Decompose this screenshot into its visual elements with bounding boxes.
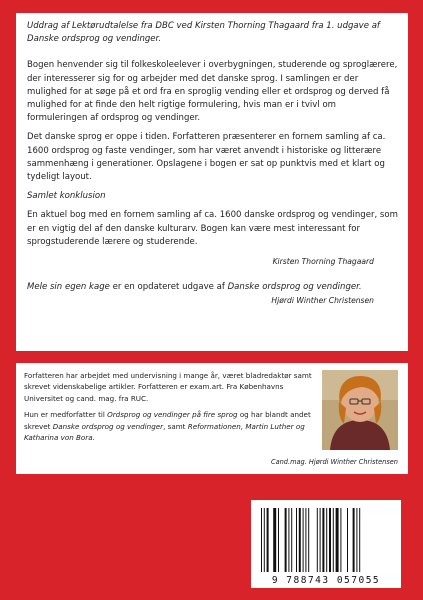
update-original-title: Danske ordsprog og vendinger. bbox=[227, 282, 362, 293]
review-panel bbox=[16, 13, 408, 351]
author-bio-2 bbox=[24, 409, 314, 443]
author-photo bbox=[322, 370, 398, 450]
bio-book-3: Reformationen, Martin Luther og Katharina von Bora. bbox=[24, 421, 305, 443]
barcode bbox=[251, 500, 401, 588]
update-note bbox=[27, 281, 398, 294]
bio-text: Hun er medforfatter til bbox=[24, 410, 108, 420]
reviewer-signature: Kirsten Thorning Thagaard bbox=[272, 257, 374, 267]
review-paragraph-2: Det danske sprog er oppe i tiden. Forfatteren præsenterer en fornem samling af ca. 1600 ordsprog og faste vendinger, som har været anvendt i historiske og litterære sammenhæng i generationer. Opslagene i bogen er sat op punktvis med et klart og tydeligt layout. bbox=[27, 132, 386, 183]
update-signature: Hjørdi Winther Christensen bbox=[271, 296, 374, 306]
author-bio-1: Forfatteren har arbejdet med undervisning i mange år, været bladredaktør samt skrevet videnskabelige artikler. Forfatteren er exam.art. Fra Københavns Universitet og cand. mag. fra RUC. bbox=[24, 371, 312, 403]
photo-caption: Cand.mag. Hjørdi Winther Christensen bbox=[270, 457, 398, 466]
review-paragraph-3: En aktuel bog med en fornem samling af ca. 1600 danske ordsprog og vendinger, som er en vigtig del af den danske kulturarv. Bogen kan være mest interessant for sprogstuderende lærere og studerende. bbox=[27, 210, 398, 247]
update-book-title: Mele sin egen kage bbox=[27, 282, 110, 293]
review-paragraph-1: Bogen henvender sig til folkeskoleelever i overbygningen, studerende og sproglærere, der interesserer sig for og arbejder med det danske sprog. I samlingen er der mulighed for at søge på et ord fra en sproglig vending eller et ordsprog og derved få mulighed for at finde den helt rigtige formulering, hvis man er i tvivl om formuleringen af ordsprog og vendinger. bbox=[27, 60, 398, 124]
bio-text: og har blandt andet skrevet bbox=[24, 410, 311, 431]
bio-book-1: Ordsprog og vendinger på fire sprog bbox=[107, 410, 238, 420]
intro-book-title: Danske ordsprog og vendinger. bbox=[27, 34, 161, 45]
isbn-number: 9 788743 057055 bbox=[271, 575, 381, 586]
conclusion-heading: Samlet konklusion bbox=[27, 191, 106, 202]
bio-book-2: Danske ordsprog og vendinger bbox=[52, 421, 164, 431]
author-panel bbox=[16, 363, 408, 474]
review-intro bbox=[27, 20, 398, 46]
bio-text: , samt bbox=[163, 421, 188, 431]
update-text: er en opdateret udgave af bbox=[109, 282, 228, 293]
intro-text: Uddrag af Lektørudtalelse fra DBC ved Kirsten Thorning Thagaard fra 1. udgave af bbox=[27, 21, 380, 31]
